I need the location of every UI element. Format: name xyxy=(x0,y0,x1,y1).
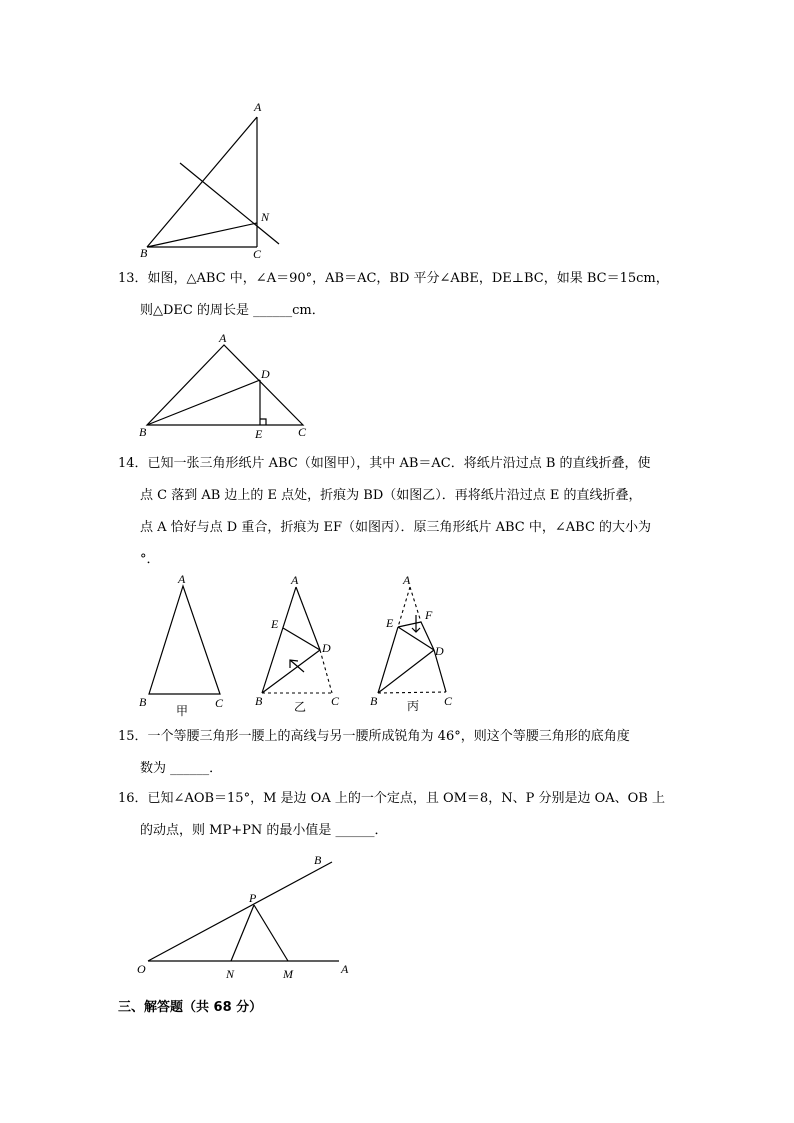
perpendicular-bisector-line xyxy=(180,163,279,244)
question-15-number: 15． xyxy=(118,729,148,744)
question-14-line1: 已知一张三角形纸片 ABC（如图甲），其中 AB＝AC．将纸片沿过点 B 的直线折叠，使 xyxy=(147,456,651,471)
label-b: B xyxy=(314,853,322,867)
segment-dc-dashed xyxy=(320,650,332,693)
label-a: A xyxy=(341,962,349,976)
question-16-number: 16． xyxy=(118,791,148,806)
question-15 xyxy=(118,721,678,785)
figure-q14-yi xyxy=(250,572,355,720)
label-f: F xyxy=(425,608,433,622)
label-a: A xyxy=(178,572,186,586)
label-a: A xyxy=(219,331,227,345)
ray-ob xyxy=(148,862,332,961)
question-13-line2: 则△DEC 的周长是 ______cm． xyxy=(140,303,325,318)
figure-q12 xyxy=(130,95,300,265)
label-a: A xyxy=(254,100,262,114)
question-16-line1: 已知∠AOB＝15°，M 是边 OA 上的一个定点，且 OM＝8，N、P 分别是边 OA、OB 上 xyxy=(147,791,665,806)
question-16 xyxy=(118,783,678,847)
label-b: B xyxy=(370,694,378,708)
label-n: N xyxy=(261,210,270,224)
question-14-line2: 点 C 落到 AB 边上的 E 点处，折痕为 BD（如图乙）．再将纸片沿过点 E 的直线折叠， xyxy=(140,488,642,503)
question-14-number: 14． xyxy=(118,456,148,471)
label-a: A xyxy=(291,573,299,587)
label-d: D xyxy=(322,641,331,655)
triangle-abc xyxy=(147,345,303,425)
question-14-line3: 点 A 恰好与点 D 重合，折痕为 EF（如图丙）．原三角形纸片 ABC 中，∠ABC 的大小为 xyxy=(140,520,652,535)
section-3-heading: 三、解答题（共 68 分） xyxy=(118,1000,263,1015)
label-d: D xyxy=(435,644,444,658)
caption-jia: 甲 xyxy=(176,704,189,718)
segment-bd xyxy=(262,650,320,693)
figure-q16 xyxy=(130,845,370,985)
label-d: D xyxy=(261,367,270,381)
segment-ab xyxy=(147,117,257,247)
label-n: N xyxy=(226,967,235,981)
question-13-number: 13． xyxy=(118,271,148,286)
question-16-line2: 的动点，则 MP+PN 的最小值是 ______． xyxy=(140,823,388,838)
label-b: B xyxy=(140,246,148,260)
right-angle-mark xyxy=(260,419,266,425)
label-m: M xyxy=(283,967,293,981)
segment-ae-dashed xyxy=(398,587,410,627)
label-b: B xyxy=(139,695,147,709)
figure-q13 xyxy=(135,330,320,445)
question-14 xyxy=(118,448,678,576)
segment-pn xyxy=(231,905,254,961)
label-c: C xyxy=(215,696,224,710)
segment-bd xyxy=(147,380,260,425)
segment-ef xyxy=(398,622,421,627)
caption-bing: 丙 xyxy=(407,699,420,713)
segment-ad xyxy=(296,587,320,650)
label-c: C xyxy=(253,247,262,261)
segment-bd xyxy=(378,650,434,693)
segment-ed xyxy=(283,628,320,650)
question-15-line2: 数为 ______． xyxy=(140,761,223,776)
label-p: P xyxy=(249,891,257,905)
figure-q14-bing xyxy=(365,572,470,720)
label-c: C xyxy=(444,694,453,708)
triangle-abc xyxy=(149,586,220,694)
label-b: B xyxy=(139,425,147,439)
question-13 xyxy=(118,263,678,327)
question-14-line4: °． xyxy=(140,552,160,567)
label-c: C xyxy=(298,425,307,439)
question-15-line1: 一个等腰三角形一腰上的高线与另一腰所成锐角为 46°，则这个等腰三角形的底角度 xyxy=(147,729,630,744)
label-e: E xyxy=(271,617,279,631)
label-e: E xyxy=(255,427,263,441)
label-c: C xyxy=(331,694,340,708)
label-o: O xyxy=(137,962,146,976)
label-e: E xyxy=(386,616,394,630)
caption-yi: 乙 xyxy=(294,700,307,714)
segment-bc-dashed xyxy=(378,692,446,693)
label-a: A xyxy=(403,573,411,587)
question-13-line1: 如图，△ABC 中，∠A＝90°，AB＝AC，BD 平分∠ABE，DE⊥BC，如果 BC＝15cm， xyxy=(147,271,669,286)
segment-pm xyxy=(254,905,288,961)
figure-q14-jia xyxy=(135,572,240,720)
label-b: B xyxy=(255,694,263,708)
segment-ab xyxy=(262,587,296,693)
segment-be xyxy=(378,627,398,693)
